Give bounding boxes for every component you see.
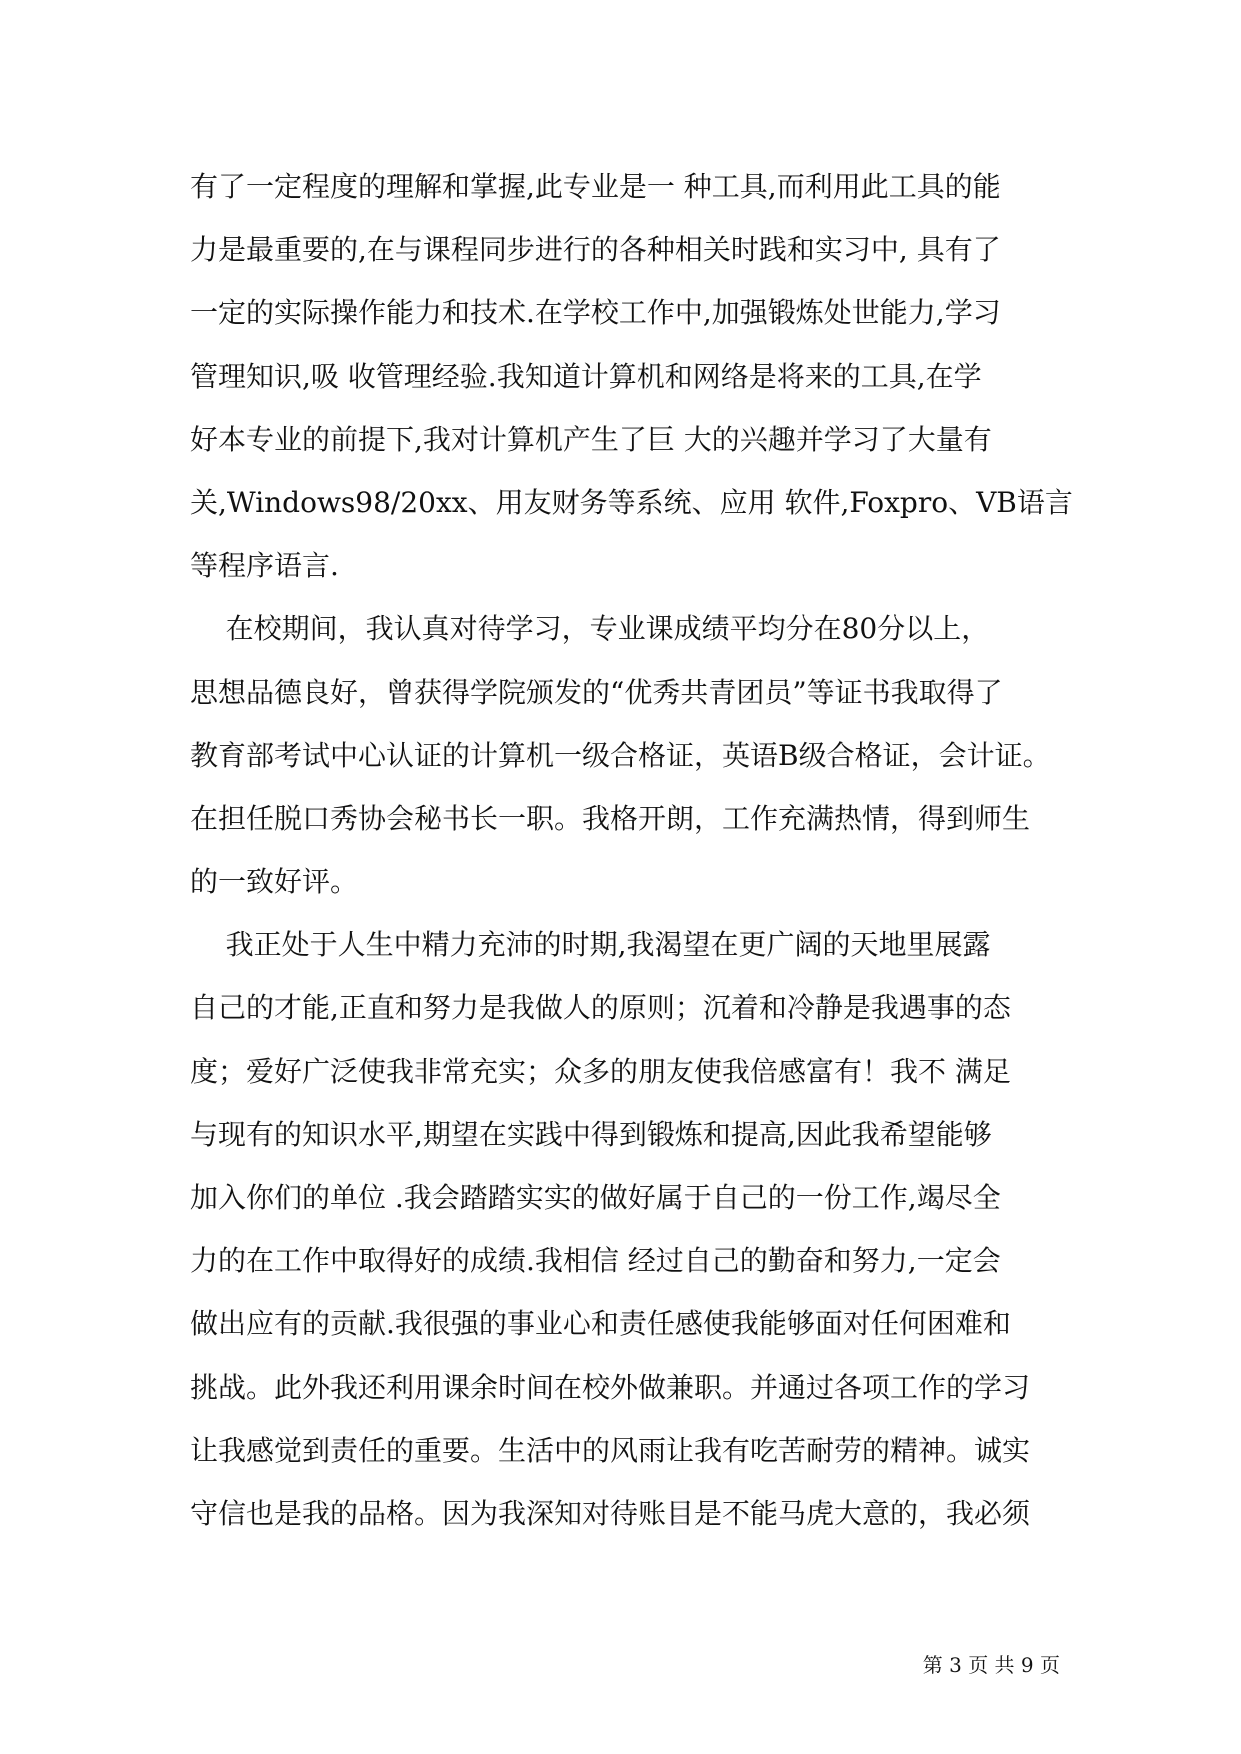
text-line: 在担任脱口秀协会秘书长一职。我格开朗，工作充满热情，得到师生 (190, 801, 1031, 835)
text-line: 关,Windows98/20xx、用友财务等系统、应用 软件,Foxpro、VB语言 (190, 485, 1073, 519)
text-line: 的一致好评。 (190, 865, 359, 899)
text-line: 管理知识,吸 收管理经验.我知道计算机和网络是将来的工具,在学 (190, 359, 982, 393)
text-line: 与现有的知识水平,期望在实践中得到锻炼和提高,因此我希望能够 (190, 1117, 992, 1151)
body-text (190, 155, 1073, 1545)
text-line: 在校期间，我认真对待学习，专业课成绩平均分在80分以上， (190, 612, 990, 646)
text-line: 让我感觉到责任的重要。生活中的风雨让我有吃苦耐劳的精神。诚实 (190, 1433, 1031, 1467)
text-line: 教育部考试中心认证的计算机一级合格证，英语B级合格证，会计证。 (190, 738, 1051, 772)
page-number: 第 3 页 共 9 页 (922, 1653, 1060, 1677)
text-line: 做出应有的贡献.我很强的事业心和责任感使我能够面对任何困难和 (190, 1307, 1011, 1341)
text-line: 加入你们的单位 .我会踏踏实实的做好属于自己的一份工作,竭尽全 (190, 1181, 1001, 1214)
text-line: 好本专业的前提下,我对计算机产生了巨 大的兴趣并学习了大量有 (190, 422, 992, 456)
text-line: 有了一定程度的理解和掌握,此专业是一 种工具,而利用此工具的能 (190, 170, 1001, 203)
text-line: 一定的实际操作能力和技术.在学校工作中,加强锻炼处世能力,学习 (190, 296, 1001, 330)
text-line: 度；爱好广泛使我非常充实；众多的朋友使我倍感富有！我不 满足 (190, 1054, 1011, 1088)
text-line: 思想品德良好，曾获得学院颁发的“优秀共青团员”等证书我取得了 (190, 675, 1003, 709)
text-line: 我正处于人生中精力充沛的时期,我渴望在更广阔的天地里展露 (190, 928, 991, 962)
text-line: 力是最重要的,在与课程同步进行的各种相关时践和实习中, 具有了 (190, 233, 1001, 267)
text-line: 等程序语言. (190, 549, 339, 583)
text-line: 自己的才能,正直和努力是我做人的原则；沉着和冷静是我遇事的态 (190, 991, 1011, 1025)
text-line: 挑战。此外我还利用课余时间在校外做兼职。并通过各项工作的学习 (190, 1370, 1031, 1404)
text-line: 力的在工作中取得好的成绩.我相信 经过自己的勤奋和努力,一定会 (190, 1244, 1001, 1278)
text-line: 守信也是我的品格。因为我深知对待账目是不能马虎大意的，我必须 (190, 1496, 1031, 1530)
